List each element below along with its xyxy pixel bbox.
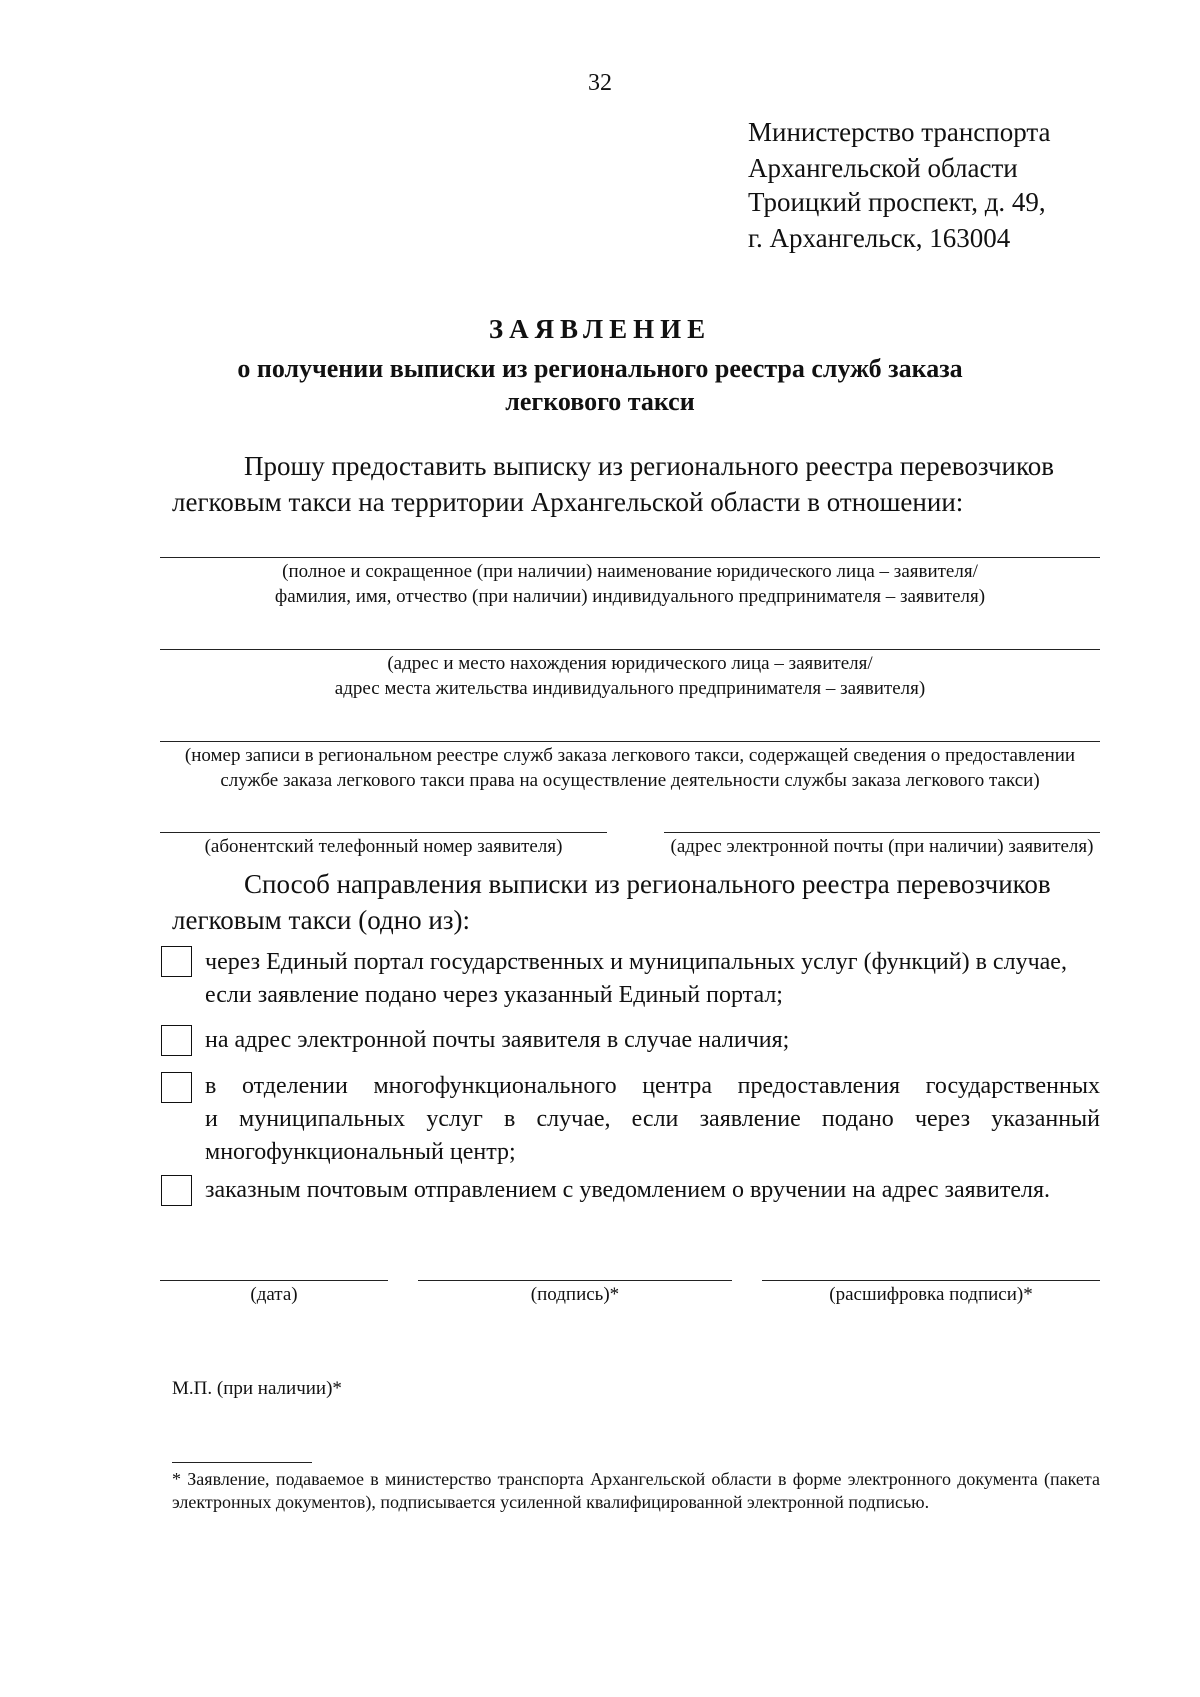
- footnote-separator: [172, 1462, 312, 1463]
- option-mfc-text: [205, 1070, 1100, 1169]
- option-portal-text: [205, 946, 1100, 1012]
- record-caption-line2: службе заказа легкового такси права на осуществление деятельности службы заказа легкового такси): [220, 770, 1040, 791]
- option-portal-checkbox[interactable]: [161, 946, 192, 977]
- email-field-caption: (адрес электронной почты (при наличии) заявителя): [670, 836, 1094, 857]
- addressee-street: Троицкий проспект, д. 49,: [748, 187, 1046, 217]
- addressee-org-line1: Министерство транспорта: [748, 117, 1051, 147]
- date-field-caption: (дата): [250, 1284, 298, 1305]
- address-caption-line1: (адрес и место нахождения юридического лица – заявителя/: [387, 653, 873, 674]
- signature-decode-caption: (расшифровка подписи)*: [829, 1284, 1033, 1305]
- stamp-note: М.П. (при наличии)*: [172, 1378, 342, 1399]
- option-portal-line2: если заявление подано через указанный Единый портал;: [205, 982, 783, 1008]
- address-caption-line2: адрес места жительства индивидуального предпринимателя – заявителя): [334, 678, 926, 699]
- record-field-caption: [160, 743, 1100, 793]
- signature-field-caption: (подпись)*: [530, 1284, 620, 1305]
- method-paragraph: [172, 866, 1100, 938]
- option-email-line1: на адрес электронной почты заявителя в случае наличия;: [205, 1027, 790, 1053]
- document-title: ЗАЯВЛЕНИЕ: [488, 314, 712, 344]
- document-subtitle: [0, 352, 1200, 418]
- option-mfc-line1: в отделении многофункционального центра предоставления государственных: [205, 1073, 1100, 1099]
- address-field-caption: [160, 651, 1100, 701]
- document-subtitle-line2: легкового такси: [505, 387, 695, 416]
- signature-field-line[interactable]: [418, 1280, 732, 1281]
- name-caption-line1: (полное и сокращенное (при наличии) наименование юридического лица – заявителя/: [282, 561, 978, 582]
- address-field-line[interactable]: [160, 649, 1100, 650]
- record-caption-line1: (номер записи в региональном реестре служб заказа легкового такси, содержащей сведения о предоставлении: [184, 745, 1076, 766]
- document-subtitle-line1: о получении выписки из регионального реестра служб заказа: [237, 354, 963, 383]
- record-field-line[interactable]: [160, 741, 1100, 742]
- phone-field-caption: (абонентский телефонный номер заявителя): [204, 836, 563, 857]
- name-field-caption: [160, 559, 1100, 609]
- method-line2: легковым такси (одно из):: [172, 905, 471, 935]
- option-mfc-line2: и муниципальных услуг в случае, если заявление подано через указанный: [205, 1106, 1100, 1132]
- addressee-city: г. Архангельск, 163004: [748, 223, 1011, 253]
- page-number: 32: [588, 70, 612, 96]
- intro-paragraph: [172, 448, 1100, 520]
- option-email-checkbox[interactable]: [161, 1025, 192, 1056]
- option-email-text: [205, 1024, 1100, 1057]
- option-mfc-line3: многофункциональный центр;: [205, 1139, 516, 1165]
- signature-decode-line[interactable]: [762, 1280, 1100, 1281]
- option-mfc-checkbox[interactable]: [161, 1072, 192, 1103]
- intro-line2: легковым такси на территории Архангельской области в отношении:: [172, 487, 964, 517]
- name-field-line[interactable]: [160, 557, 1100, 558]
- addressee-org-line2: Архангельской области: [748, 153, 1018, 183]
- name-caption-line2: фамилия, имя, отчество (при наличии) индивидуального предпринимателя – заявителя): [274, 586, 986, 607]
- addressee-organization: [748, 114, 1050, 186]
- intro-line1: Прошу предоставить выписку из регионального реестра перевозчиков: [244, 451, 1054, 481]
- option-portal-line1: через Единый портал государственных и муниципальных услуг (функций) в случае,: [205, 949, 1067, 975]
- method-line1: Способ направления выписки из регионального реестра перевозчиков: [244, 869, 1051, 899]
- footnote: * Заявление, подаваемое в министерство транспорта Архангельской области в форме электронного документа (пакета электронных документов), подписывается усиленной квалифицированной электронной подписью.: [172, 1469, 1100, 1512]
- option-post-checkbox[interactable]: [161, 1175, 192, 1206]
- option-post-text: [205, 1174, 1100, 1207]
- email-field-line[interactable]: [664, 832, 1100, 833]
- date-field-line[interactable]: [160, 1280, 388, 1281]
- addressee-address: [748, 184, 1046, 256]
- phone-field-line[interactable]: [160, 832, 607, 833]
- option-post-line1: заказным почтовым отправлением с уведомлением о вручении на адрес заявителя.: [205, 1177, 1050, 1203]
